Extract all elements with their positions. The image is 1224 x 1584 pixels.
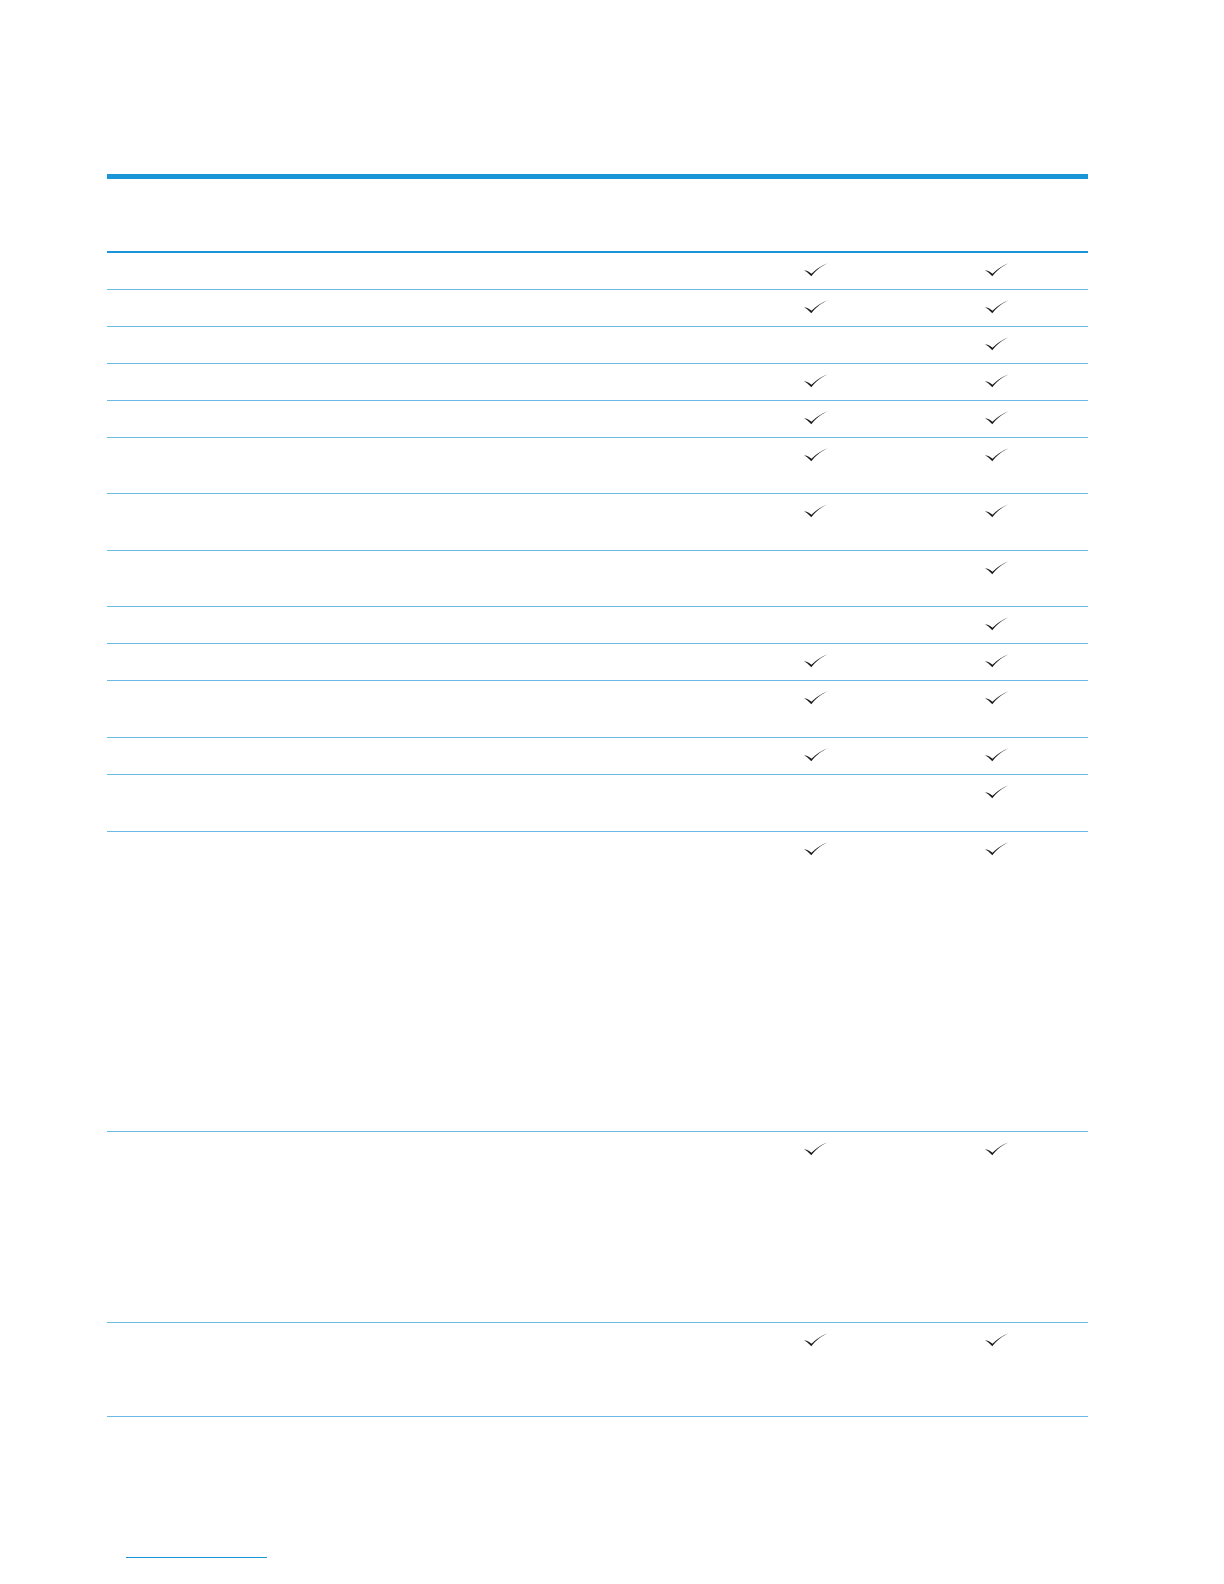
table-header — [107, 179, 1088, 253]
checkmark-icon — [803, 1141, 833, 1159]
checkmark-icon — [984, 784, 1014, 802]
checkmark-icon — [984, 503, 1014, 521]
table-row — [107, 364, 1088, 401]
checkmark-icon — [984, 841, 1014, 859]
table-row — [107, 401, 1088, 438]
checkmark-icon — [984, 299, 1014, 317]
checkmark-icon — [803, 747, 833, 765]
table-row — [107, 775, 1088, 832]
checkmark-icon — [984, 690, 1014, 708]
checkmark-icon — [803, 410, 833, 428]
table-row — [107, 644, 1088, 681]
table-row — [107, 551, 1088, 607]
table-row — [107, 290, 1088, 327]
table-row — [107, 494, 1088, 551]
table-row — [107, 327, 1088, 364]
checkmark-icon — [803, 262, 833, 280]
table-row — [107, 1132, 1088, 1323]
checkmark-icon — [803, 1332, 833, 1350]
checkmark-icon — [803, 841, 833, 859]
table-row — [107, 738, 1088, 775]
checkmark-icon — [803, 373, 833, 391]
checkmark-icon — [984, 560, 1014, 578]
checkmark-icon — [803, 447, 833, 465]
table-row — [107, 607, 1088, 644]
checkmark-icon — [984, 410, 1014, 428]
checkmark-icon — [984, 373, 1014, 391]
spec-table — [107, 174, 1088, 1417]
table-row — [107, 438, 1088, 494]
table-row — [107, 681, 1088, 738]
checkmark-icon — [984, 747, 1014, 765]
table-body — [107, 253, 1088, 1417]
checkmark-icon — [984, 653, 1014, 671]
table-row — [107, 1323, 1088, 1417]
checkmark-icon — [984, 1332, 1014, 1350]
table-row — [107, 253, 1088, 290]
checkmark-icon — [984, 447, 1014, 465]
checkmark-icon — [984, 1141, 1014, 1159]
table-row — [107, 832, 1088, 1132]
checkmark-icon — [984, 336, 1014, 354]
checkmark-icon — [803, 690, 833, 708]
checkmark-icon — [803, 503, 833, 521]
footer-link-underline — [126, 1557, 267, 1558]
checkmark-icon — [803, 299, 833, 317]
checkmark-icon — [803, 653, 833, 671]
checkmark-icon — [984, 616, 1014, 634]
checkmark-icon — [984, 262, 1014, 280]
